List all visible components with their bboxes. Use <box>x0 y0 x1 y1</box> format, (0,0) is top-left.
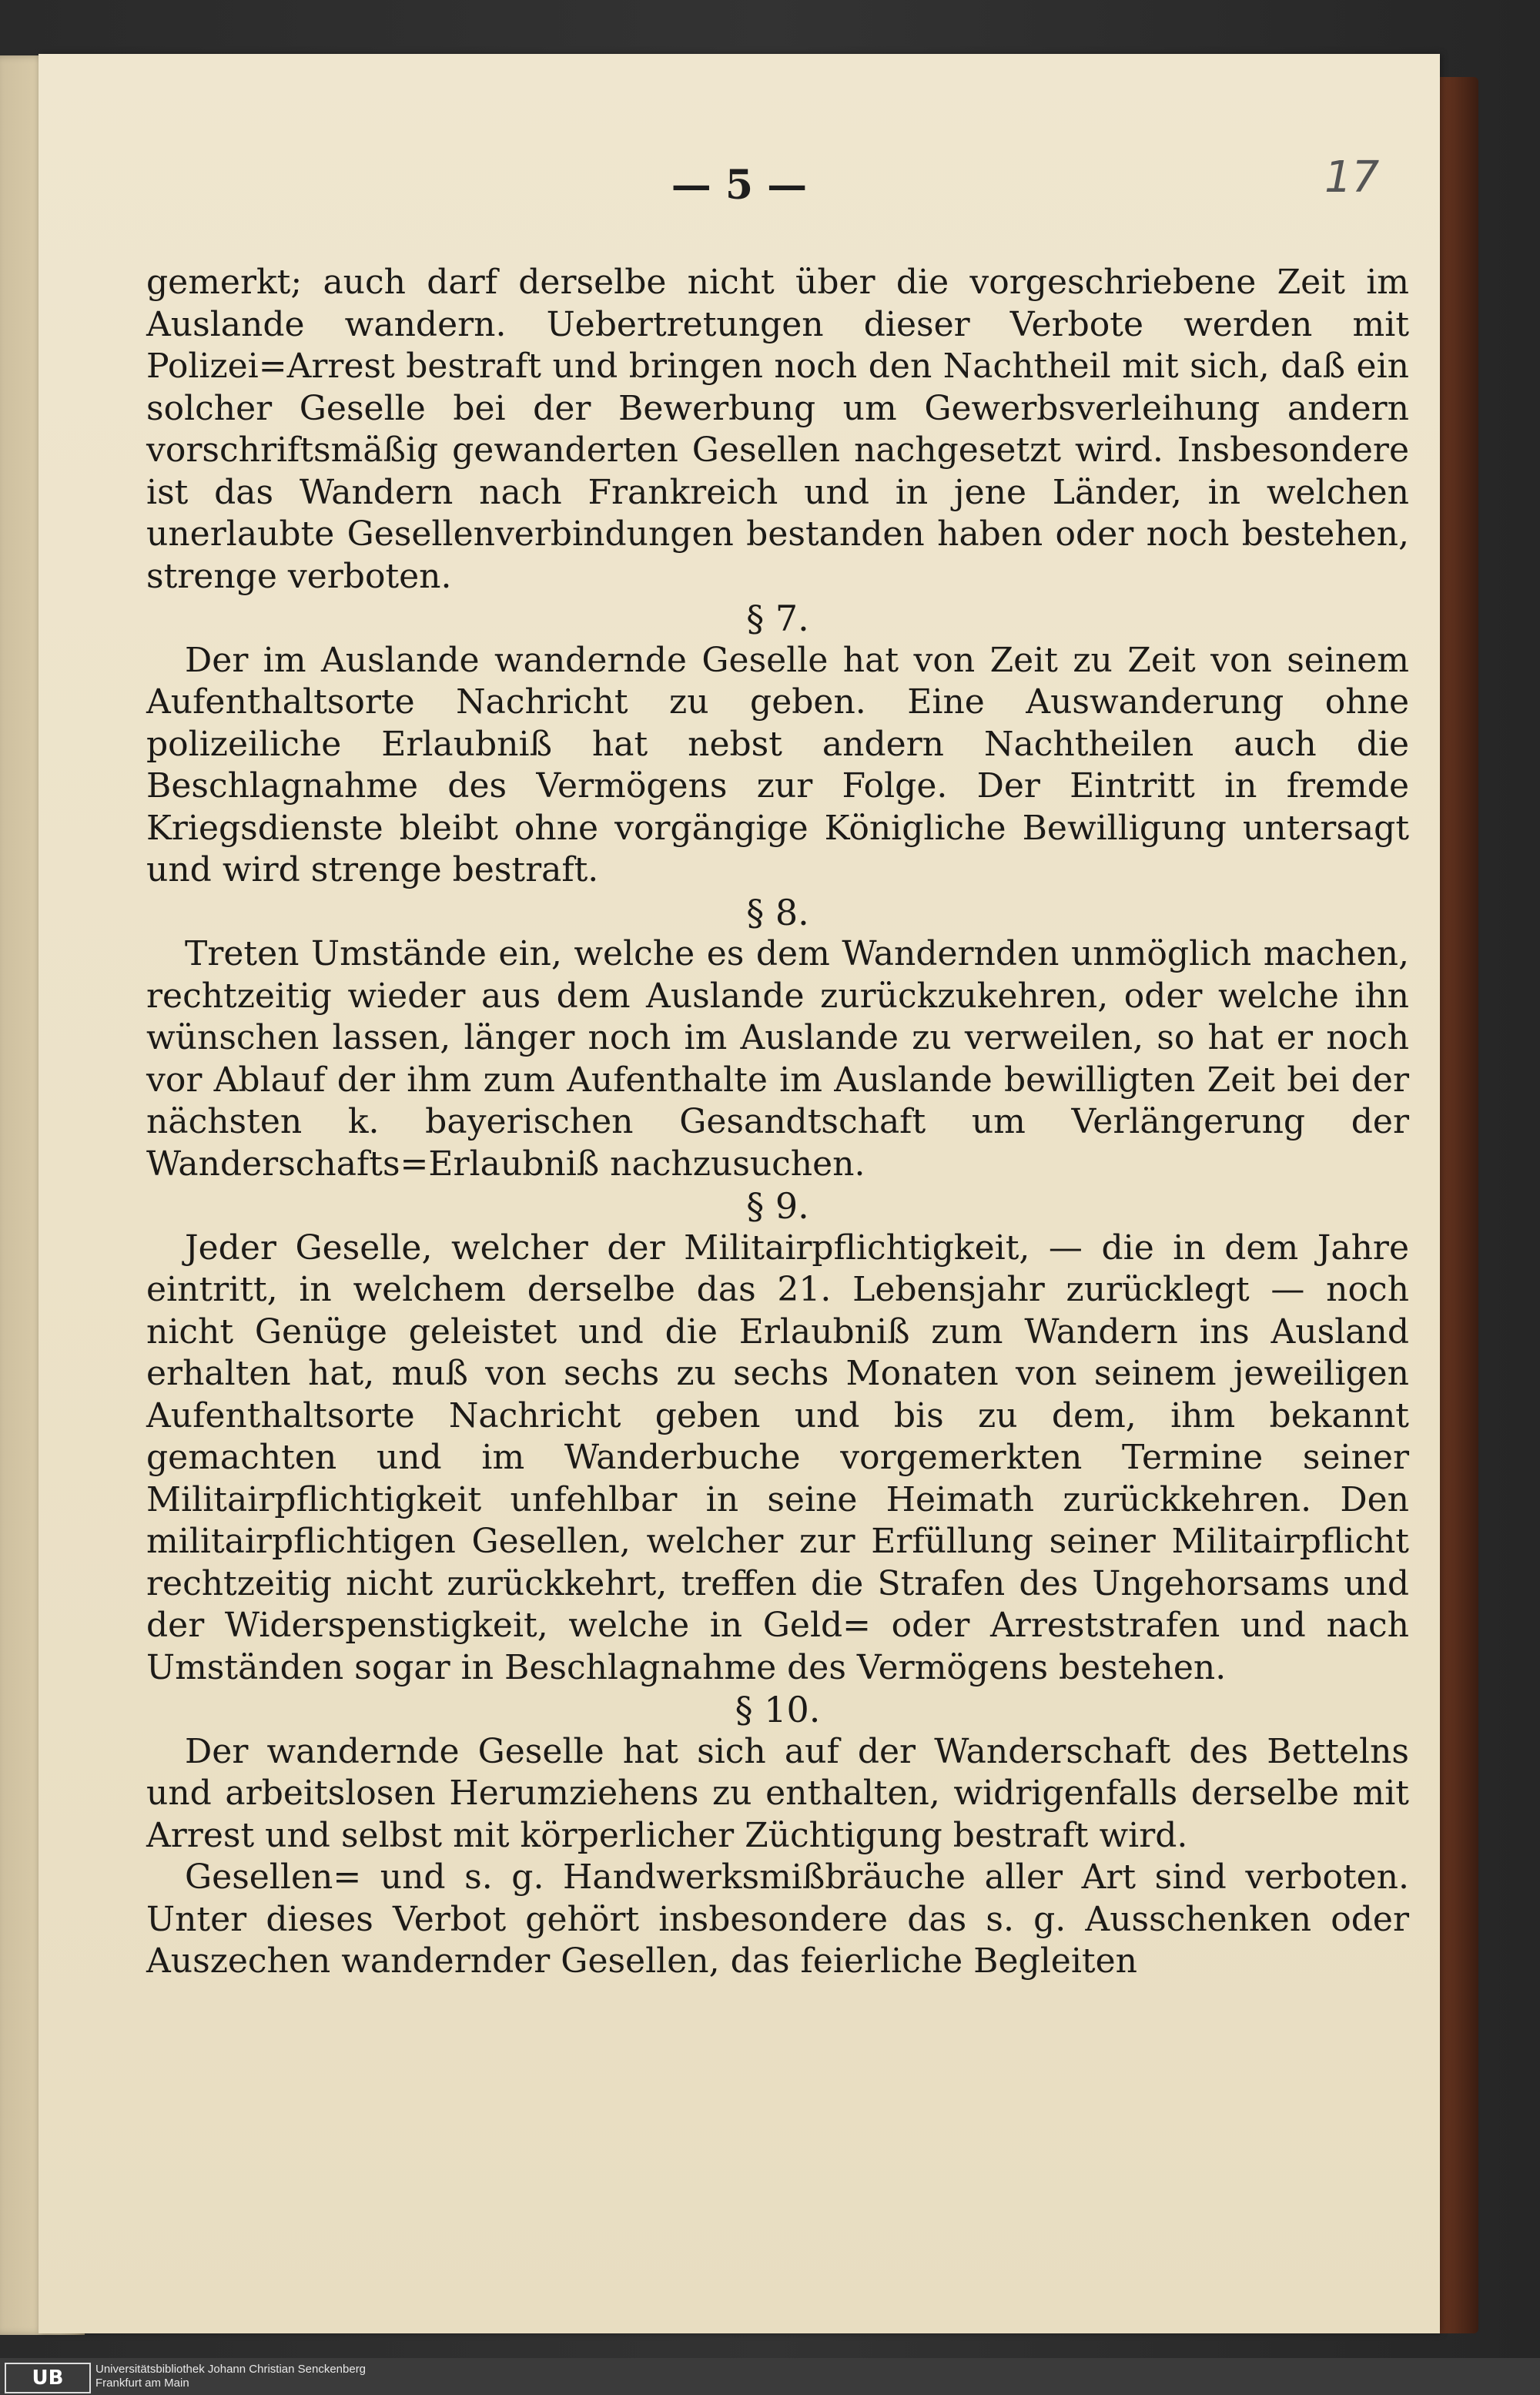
library-city: Frankfurt am Main <box>95 2377 189 2390</box>
library-name: Universitätsbibliothek Johann Christian Senckenberg <box>95 2363 367 2376</box>
page-text <box>146 262 1409 1983</box>
section-10-text-a: Der wandernde Geselle hat sich auf der Wanderschaft des Bettelns und arbeitslosen Herumziehens zu enthalten, widrigenfalls derselbe mit Arrest und selbst mit körperlicher Züchtigung bestraft wird. <box>146 1731 1409 1855</box>
folio-number: 17 <box>1324 152 1380 203</box>
section-heading-7: § 7. <box>746 598 809 639</box>
book-page <box>38 54 1440 2333</box>
paragraph-continuation: gemerkt; auch darf derselbe nicht über die vorgeschriebene Zeit im Auslande wandern. Uebertretungen dieser Verbote werden mit Polizei=Arrest bestraft und bringen noch den Nachtheil mit sich, daß ein solcher Geselle bei der Bewerbung um Gewerbsverleihung andern vorschriftsmäßig gewanderten Gesellen nachgesetzt wird. Insbesondere ist das Wandern nach Frankreich und in jene Länder, in welchen unerlaubte Gesellenverbindungen bestanden haben oder noch bestehen, strenge verboten. <box>146 263 1409 596</box>
section-heading-10: § 10. <box>735 1689 821 1730</box>
section-9-text: Jeder Geselle, welcher der Militairpflichtigkeit, — die in dem Jahre eintritt, in welchem derselbe das 21. Lebensjahr zurücklegt — noch nicht Genüge geleistet und die Erlaubniß zum Wandern ins Ausland erhalten hat, muß von sechs zu sechs Monaten von seinem jeweiligen Aufenthaltsorte Nachricht geben und bis zu dem, ihm bekannt gemachten und im Wanderbuche vorgemerkten Termine seiner Militairpflichtigkeit unfehlbar in seine Heimath zurückkehren. Den militairpflichtigen Gesellen, welcher zur Erfüllung seiner Militairpflicht rechtzeitig nicht zurückkehrt, treffen die Strafen des Ungehorsams und der Widerspenstigkeit, welche in Geld= oder Arreststrafen und nach Umständen sogar in Beschlagnahme des Vermögens bestehen. <box>146 1228 1409 1687</box>
library-logo: UB <box>5 2363 91 2393</box>
section-10-text-b: Gesellen= und s. g. Handwerksmißbräuche aller Art sind verboten. Unter dieses Verbot gehört insbesondere das s. g. Ausschenken oder Auszechen wandernder Gesellen, das feierliche Begleiten <box>146 1857 1409 1981</box>
library-credit <box>95 2363 366 2390</box>
section-7-text: Der im Auslande wandernde Geselle hat von Zeit zu Zeit von seinem Aufenthaltsorte Nachricht zu geben. Eine Auswanderung ohne polizeiliche Erlaubniß hat nebst andern Nachtheilen auch die Beschlagnahme des Vermögens zur Folge. Der Eintritt in fremde Kriegsdienste bleibt ohne vorgängige Königliche Bewilligung untersagt und wird strenge bestraft. <box>146 640 1409 889</box>
section-heading-9: § 9. <box>746 1185 809 1227</box>
section-8-text: Treten Umstände ein, welche es dem Wandernden unmöglich machen, rechtzeitig wieder aus dem Auslande zurückzukehren, oder welche ihn wünschen lassen, länger noch im Auslande zu verweilen, so hat er noch vor Ablauf der ihm zum Aufenthalte im Auslande bewilligten Zeit bei der nächsten k. bayerischen Gesandtschaft um Verlängerung der Wanderschafts=Erlaubniß nachzusuchen. <box>146 934 1409 1184</box>
library-footer <box>0 2358 1540 2395</box>
section-heading-8: § 8. <box>746 891 809 933</box>
page-number: — 5 — <box>671 162 808 209</box>
